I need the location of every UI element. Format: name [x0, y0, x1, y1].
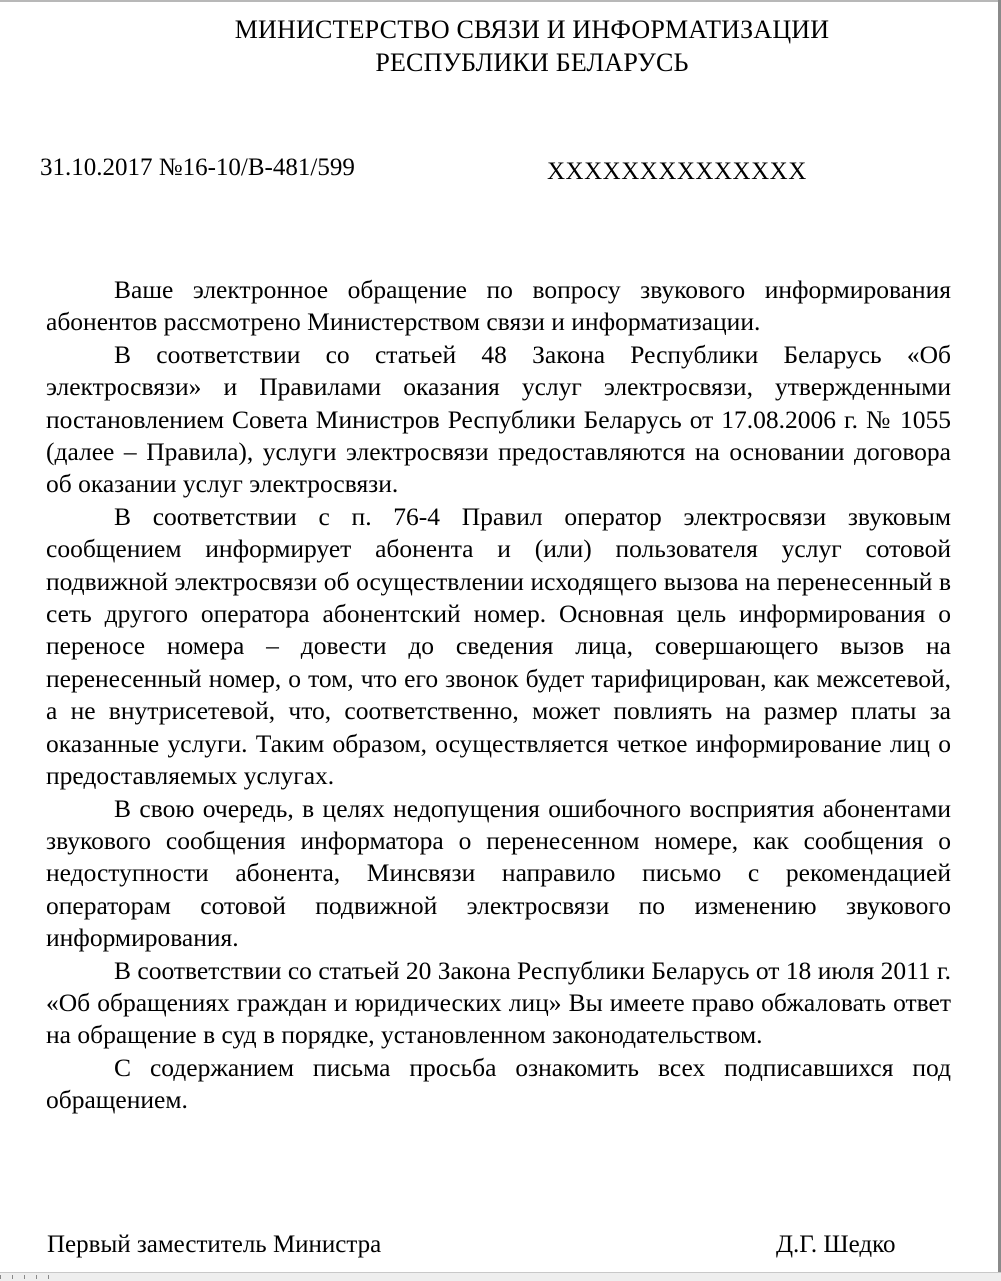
paragraph-1: Ваше электронное обращение по вопросу звукового информирования абонентов рассмотрено Министерством связи и информатизации.: [46, 275, 951, 337]
paragraph-6: С содержанием письма просьба ознакомить всех подписавшихся под обращением.: [46, 1052, 951, 1115]
window-top-edge: [0, 0, 1001, 2]
letterhead: [0, 13, 1001, 79]
date-and-number: 31.10.2017 №16-10/В-481/599: [40, 154, 355, 181]
signatory-position: Первый заместитель Министра: [47, 1231, 382, 1258]
paragraph-5: В соответствии со статьей 20 Закона Республики Беларусь от 18 июля 2011 г. «Об обращениях граждан и юридических лиц» Вы имеете право обжаловать ответ на обращение в суд в порядке, установленном законодательством.: [46, 955, 951, 1050]
letterhead-line-2: РЕСПУБЛИКИ БЕЛАРУСЬ: [375, 48, 689, 77]
paragraph-4: В свою очередь, в целях недопущения ошибочного восприятия абонентами звукового сообщения информатора о перенесенном номере, как сообщения о недоступности абонента, Минсвязи направило письмо с рекомендацией операторам сотовой подвижной электросвязи по изменению звукового информирования.: [46, 793, 951, 953]
ruler-ticks: [0, 1275, 60, 1279]
letter-body: [46, 274, 951, 1117]
signatory-name: Д.Г. Шедко: [776, 1231, 896, 1258]
addressee: ХХХХХХХХХХХХХХ: [547, 158, 807, 185]
paragraph-3: В соответствии с п. 76-4 Правил оператор электросвязи звуковым сообщением информирует абонента и (или) пользователя услуг сотовой подвижной электросвязи об осуществлении исходящего вызова на перенесенный в сеть другого оператора абонентский номер. Основная цель информирования о переносе номера – довести до сведения лица, совершающего вызов на перенесенный номер, о том, что его звонок будет тарифицирован, как межсетевой, а не внутрисетевой, что, соответственно, может повлиять на размер платы за оказанные услуги. Таким образом, осуществляется четкое информирование лиц о предоставляемых услугах.: [46, 501, 951, 791]
paragraph-2: В соответствии со статьей 48 Закона Республики Беларусь «Об электросвязи» и Правилами оказания услуг электросвязи, утвержденными постановлением Совета Министров Республики Беларусь от 17.08.2006 г. № 1055 (далее – Правила), услуги электросвязи предоставляются на основании договора об оказании услуг электросвязи.: [46, 339, 951, 499]
letterhead-line-1: МИНИСТЕРСТВО СВЯЗИ И ИНФОРМАТИЗАЦИИ: [234, 15, 830, 44]
